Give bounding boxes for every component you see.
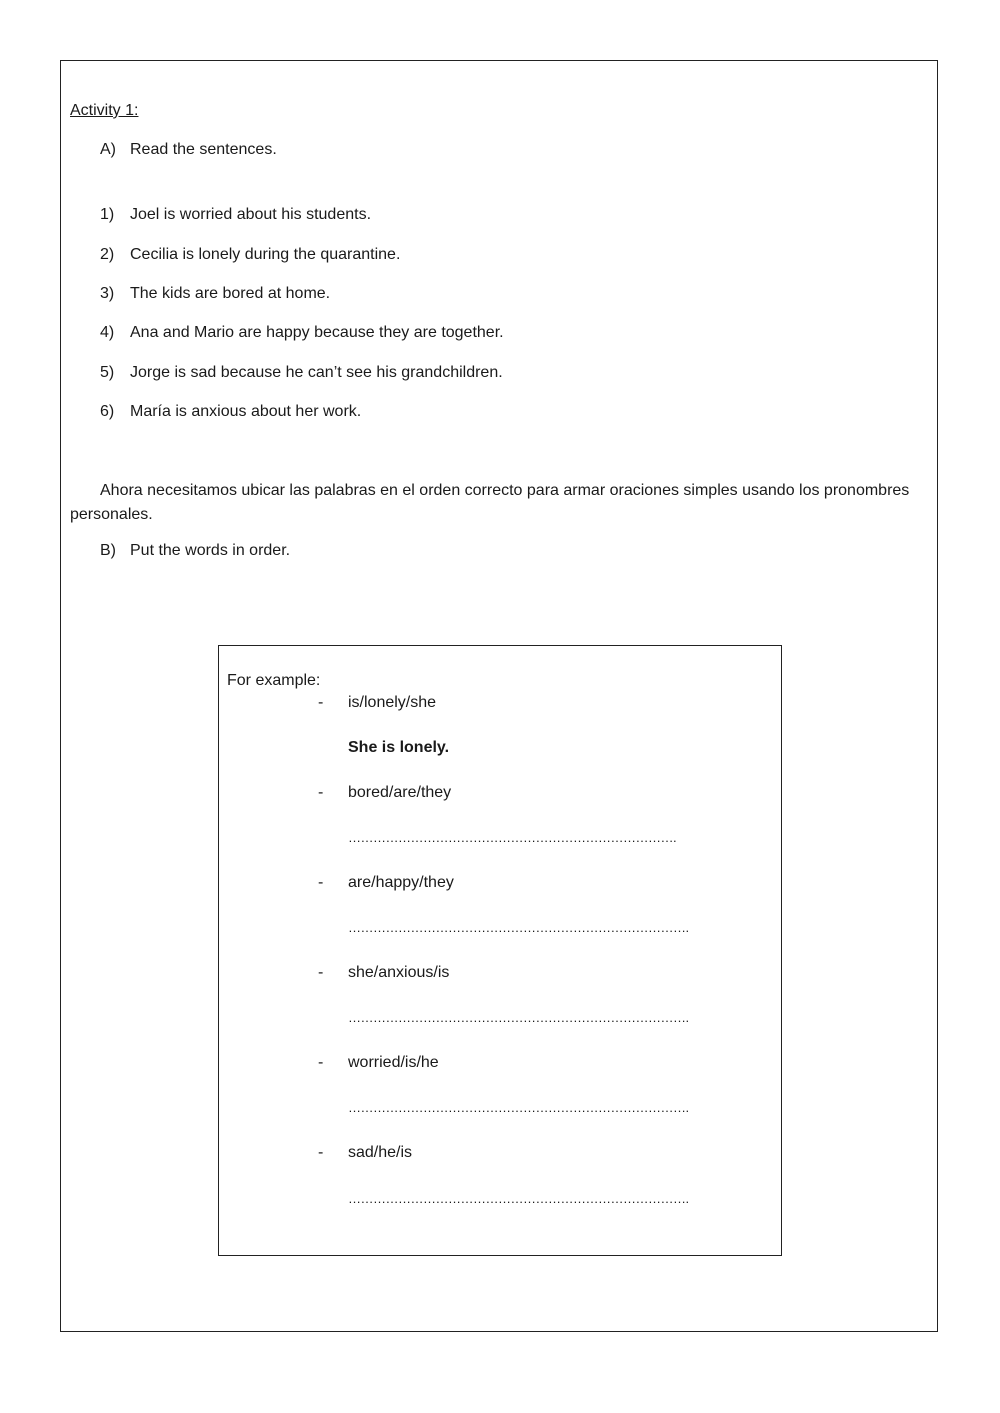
activity-title: Activity 1:	[70, 102, 139, 119]
answer-line[interactable]: ……………………………………………………………………….	[348, 920, 689, 935]
scrambled-words: bored/are/they	[348, 784, 452, 801]
item-dash: -	[318, 1144, 324, 1161]
part-a-instruction	[100, 140, 277, 160]
part-b-marker: B)	[100, 542, 116, 559]
example-answer: She is lonely.	[348, 739, 450, 756]
answer-line[interactable]: ……………………………………………………………………….	[348, 1100, 689, 1115]
spanish-instruction: Ahora necesitamos ubicar las palabras en el orden correcto para armar oraciones simples usando los pronombres personales.	[70, 482, 910, 523]
sentence-item	[100, 245, 400, 265]
sentence-number: 5)	[100, 364, 115, 381]
sentence-text: Jorge is sad because he can’t see his grandchildren.	[130, 364, 503, 381]
part-a-marker: A)	[100, 141, 116, 158]
sentence-number: 4)	[100, 324, 115, 341]
scrambled-words: are/happy/they	[348, 874, 454, 891]
scrambled-words: worried/is/he	[348, 1054, 439, 1071]
sentence-number: 6)	[100, 403, 115, 420]
example-label: For example:	[227, 672, 321, 689]
sentence-text: Ana and Mario are happy because they are together.	[130, 324, 504, 341]
sentence-number: 2)	[100, 246, 115, 263]
item-dash: -	[318, 964, 324, 981]
sentence-text: The kids are bored at home.	[130, 285, 331, 302]
item-dash: -	[318, 784, 324, 801]
sentence-item	[100, 402, 361, 422]
sentence-item	[100, 205, 371, 225]
answer-line[interactable]: ……………………………………………………………………….	[348, 1191, 689, 1206]
exercise-box	[218, 645, 782, 1256]
sentence-number: 3)	[100, 285, 115, 302]
sentence-number: 1)	[100, 206, 115, 223]
scrambled-words: sad/he/is	[348, 1144, 413, 1161]
sentence-item	[100, 363, 503, 383]
sentence-text: Cecilia is lonely during the quarantine.	[130, 246, 401, 263]
part-b-instruction	[100, 541, 290, 561]
sentence-item	[100, 284, 330, 304]
answer-line[interactable]: …………………………………………………………………….	[348, 830, 677, 845]
part-b-text: Put the words in order.	[130, 542, 291, 559]
sentence-text: Joel is worried about his students.	[130, 206, 372, 223]
part-a-text: Read the sentences.	[130, 141, 277, 158]
sentence-item	[100, 323, 504, 343]
example-dash: -	[318, 694, 324, 711]
item-dash: -	[318, 874, 324, 891]
answer-line[interactable]: ……………………………………………………………………….	[348, 1010, 689, 1025]
item-dash: -	[318, 1054, 324, 1071]
sentence-text: María is anxious about her work.	[130, 403, 362, 420]
scrambled-words: she/anxious/is	[348, 964, 450, 981]
example-words: is/lonely/she	[348, 694, 437, 711]
